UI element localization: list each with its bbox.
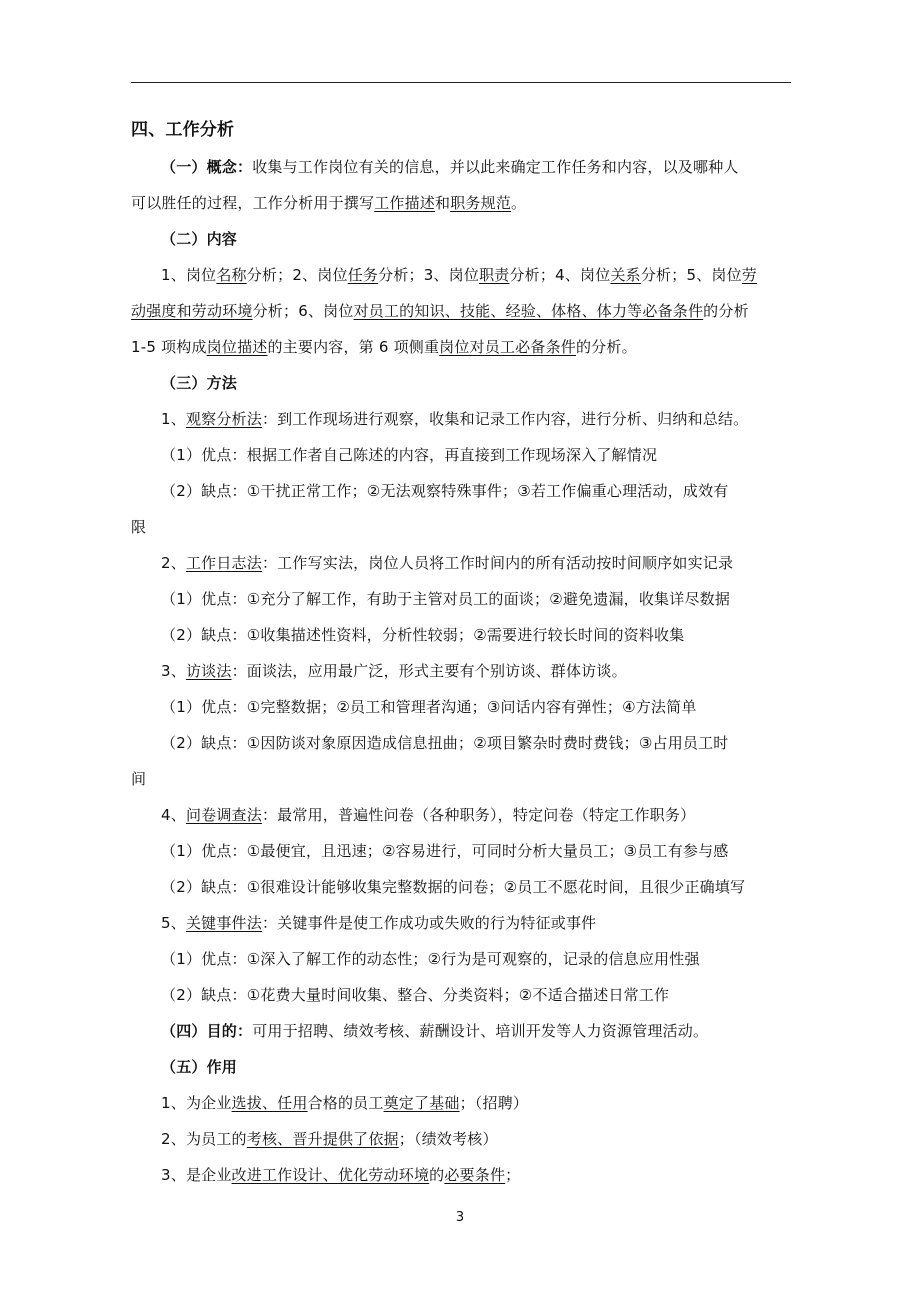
observation-cons: （2）缺点：①干扰正常工作；②无法观察特殊事件；③若工作偏重心理活动，成效有 (161, 482, 729, 500)
function-item-2: 2、为员工的考核、晋升提供了依据；（绩效考核） (161, 1130, 498, 1148)
job-description-term: 工作描述 (374, 194, 436, 212)
questionnaire-cons: （2）缺点：①很难设计能够收集完整数据的问卷；②员工不愿花时间，且很少正确填写 (161, 878, 746, 896)
section-heading: 四、工作分析 (131, 120, 235, 140)
questionnaire-pros: （1）优点：①最便宜，且迅速；②容易进行，可同时分析大量员工；③员工有参与感 (161, 842, 729, 860)
work-log-cons: （2）缺点：①收集描述性资料，分析性较弱；②需要进行较长时间的资料收集 (161, 626, 685, 644)
observation-cons-cont: 限 (131, 518, 147, 536)
concept-label: （一）概念： (161, 158, 253, 176)
methods-title: （三）方法 (161, 374, 238, 392)
purpose-line: （四）目的：可用于招聘、绩效考核、薪酬设计、培训开发等人力资源管理活动。 (161, 1022, 709, 1040)
method-questionnaire: 4、问卷调查法：最常用，普遍性问卷（各种职务），特定问卷（特定工作职务） (161, 806, 696, 824)
critical-incident-cons: （2）缺点：①花费大量时间收集、整合、分类资料；②不适合描述日常工作 (161, 986, 670, 1004)
function-item-3: 3、是企业改进工作设计、优化劳动环境的必要条件； (161, 1166, 521, 1184)
method-observation: 1、观察分析法：到工作现场进行观察，收集和记录工作内容，进行分析、归纳和总结。 (161, 410, 749, 428)
header-rule (131, 82, 791, 83)
function-item-1: 1、为企业选拔、任用合格的员工奠定了基础；（招聘） (161, 1094, 529, 1112)
work-log-pros: （1）优点：①充分了解工作，有助于主管对员工的面谈；②避免遗漏，收集详尽数据 (161, 590, 731, 608)
content-line-3: 1-5 项构成岗位描述的主要内容，第 6 项侧重岗位对员工必备条件的分析。 (131, 338, 637, 356)
interview-cons: （2）缺点：①因防谈对象原因造成信息扭曲；②项目繁杂时费时费钱；③占用员工时 (161, 734, 729, 752)
method-interview: 3、访谈法：面谈法，应用最广泛，形式主要有个别访谈、群体访谈。 (161, 662, 627, 680)
observation-pros: （1）优点：根据工作者自己陈述的内容，再直接到工作现场深入了解情况 (161, 446, 658, 464)
critical-incident-pros: （1）优点：①深入了解工作的动态性；②行为是可观察的，记录的信息应用性强 (161, 950, 700, 968)
method-critical-incident: 5、关键事件法：关键事件是使工作成功或失败的行为特征或事件 (161, 914, 597, 932)
concept-line-1: （一）概念：收集与工作岗位有关的信息，并以此来确定工作任务和内容，以及哪种人 (161, 158, 739, 176)
page-number: 3 (455, 1210, 465, 1225)
job-specification-term: 职务规范 (450, 194, 512, 212)
interview-cons-cont: 间 (131, 770, 147, 788)
content-title: （二）内容 (161, 230, 238, 248)
content-line-2: 动强度和劳动环境分析；6、岗位对员工的知识、技能、经验、体格、体力等必备条件的分析 (131, 302, 749, 320)
method-work-log: 2、工作日志法：工作写实法，岗位人员将工作时间内的所有活动按时间顺序如实记录 (161, 554, 734, 572)
concept-line-2: 可以胜任的过程，工作分析用于撰写工作描述和职务规范。 (131, 194, 527, 212)
functions-title: （五）作用 (161, 1058, 238, 1076)
interview-pros: （1）优点：①完整数据；②员工和管理者沟通；③问话内容有弹性；④方法简单 (161, 698, 697, 716)
content-line-1: 1、岗位名称分析；2、岗位任务分析；3、岗位职责分析；4、岗位关系分析；5、岗位劳 (161, 266, 757, 284)
